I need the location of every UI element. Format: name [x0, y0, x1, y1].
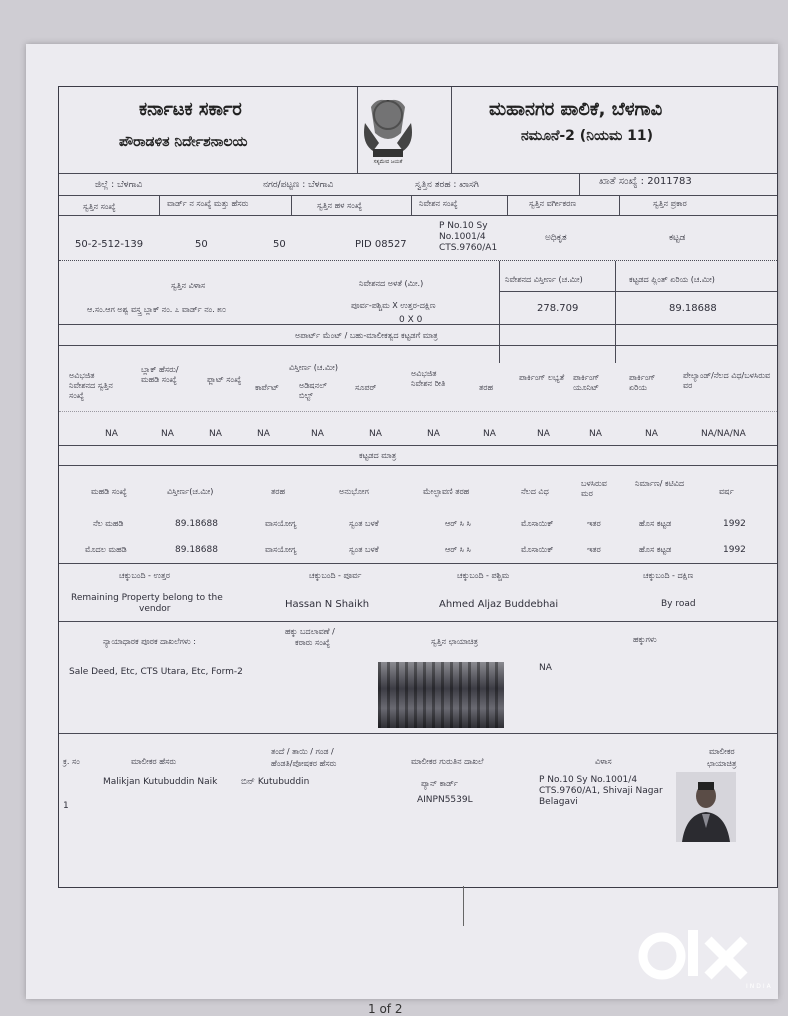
svg-text:ಸತ್ಯಮೇವ ಜಯತೆ: ಸತ್ಯಮೇವ ಜಯತೆ — [373, 159, 403, 165]
bldg-floor-type: ಮೊಸಾಯಿಕ್ — [521, 519, 554, 528]
bldg-header-floor: ಮಹಡಿ ಸಂಖ್ಯೆ — [91, 487, 127, 496]
district-label: ಜಿಲ್ಲೆ : ಬೆಳಗಾವಿ — [95, 180, 143, 190]
plinth-area-value: 89.18688 — [669, 303, 717, 314]
bldg-area: 89.18688 — [175, 545, 218, 555]
type-header: ಸ್ವತ್ತಿನ ಪ್ರಕಾರ — [653, 199, 687, 208]
apt-header-carpet: ಕಾರ್ಪೆಟ್ — [255, 383, 279, 392]
apt-value-1: NA — [105, 429, 118, 439]
serial-no-label: ಕ್ರ. ಸಂ — [63, 757, 80, 766]
apt-header-parking-area: ಪಾರ್ಕಿಂಗ್ ಏರಿಯ — [629, 373, 656, 392]
property-form-table — [58, 86, 778, 888]
bldg-floor: ಮೊದಲ ಮಹಡಿ — [85, 545, 127, 554]
address-label: ಸ್ವತ್ತಿನ ವಿಳಾಸ — [171, 281, 206, 290]
owner-address-label: ವಿಳಾಸ — [595, 757, 612, 766]
plinth-area-label: ಕಟ್ಟಡದ ಪ್ಲಿಂತ್ ಏರಿಯ (ಚ.ಮೀ) — [629, 275, 715, 284]
page-number: 1 of 2 — [368, 1002, 403, 1016]
apt-header-block: ಬ್ಲಾಕ್ ಹೆಸರು/ ಮಹಡಿ ಸಂಖ್ಯೆ — [141, 365, 179, 384]
owner-id-number: AINPN5539L — [417, 795, 473, 805]
registration-label-cont: ಕರಾರು ಸಂಖ್ಯೆ — [295, 638, 331, 647]
site-no-line2: No.1001/4 — [439, 232, 486, 242]
west-boundary-label: ಚಕ್ಕುಬಂದಿ - ಪಶ್ಚಿಮ — [457, 571, 510, 580]
south-boundary-label: ಚಕ್ಕುಬಂದಿ - ದಕ್ಷಿಣ — [643, 571, 694, 580]
prop-no-header: ಸ್ವತ್ತಿನ ಸಂಖ್ಯೆ — [83, 202, 116, 211]
relation-label: ತಂದೆ / ತಾಯಿ / ಗಂಡ / — [271, 747, 334, 756]
bldg-wood: ಇತರ — [587, 519, 601, 528]
east-boundary-label: ಚಕ್ಕುಬಂದಿ - ಪೂರ್ವ — [309, 571, 362, 580]
apt-value-7: NA — [427, 429, 440, 439]
owner-name-value: Malikjan Kutubuddin Naik — [103, 777, 218, 787]
address-value: ಆ.ಸಂ.ಆಗ ಅಶ್ವ ವಸ್ತ್ರ ಬ್ಲಾಕ್ ನಂ. ೭ ವಾರ್ಡ್ ನಂ. ೫೦ — [87, 305, 227, 314]
bldg-use: ಸ್ವಂತ ಬಳಕೆ — [349, 545, 379, 554]
apt-value-6: NA — [369, 429, 382, 439]
bldg-floor: ನೆಲ ಮಹಡಿ — [93, 519, 124, 528]
north-boundary-value-cont: vendor — [139, 604, 171, 614]
apt-value-12: NA/NA/NA — [701, 429, 746, 439]
apt-header-undivided: ಅವಿಭಜಿತ ನಿವೇಶನದ ಸ್ವತ್ತಿನ ಸಂಖ್ಯೆ — [69, 371, 113, 400]
serial-no-value: 1 — [63, 801, 69, 811]
apt-value-8: NA — [483, 429, 496, 439]
property-photo — [378, 662, 504, 728]
apt-value-11: NA — [645, 429, 658, 439]
classification-value: ಅಧಿಕೃತ — [545, 233, 567, 243]
corporation-title: ಮಹಾನಗರ ಪಾಲಿಕೆ, ಬೆಳಗಾವಿ — [489, 99, 663, 120]
owner-id-label: ಮಾಲೀಕರ ಗುರುತಿನ ದಾಖಲೆ — [411, 757, 484, 766]
registration-label: ಹಕ್ಕು ಬದಲಾವಣೆ / — [285, 627, 335, 636]
old-no-value: PID 08527 — [355, 239, 407, 250]
north-boundary-label: ಚಕ್ಕುಬಂದಿ - ಉತ್ತರ — [119, 571, 171, 580]
site-area-label: ನಿವೇಶನದ ವಿಸ್ತೀರ್ಣ (ಚ.ಮೀ) — [505, 275, 583, 284]
documents-label: ನ್ಯಾಯಾಧಾರಕ ಪೂರಕ ದಾಖಲೆಗಳು : — [103, 637, 196, 646]
apt-header-flat: ಫ್ಲಾಟ್ ಸಂಖ್ಯೆ — [207, 375, 242, 384]
document-sheet — [26, 44, 778, 1016]
ward-header: ವಾರ್ಡ್ ನ ಸಂಖ್ಯೆ ಮತ್ತು ಹೆಸರು — [167, 199, 249, 208]
property-photo-label: ಸ್ವತ್ತಿನ ಛಾಯಾಚಿತ್ರ — [431, 637, 478, 646]
site-no-header: ನಿವೇಶನ ಸಂಖ್ಯೆ — [419, 199, 458, 208]
bldg-header-roof: ಮೇಲ್ಛಾವಣಿ ತರಹ — [423, 487, 470, 496]
bldg-construction: ಹೊಸ ಕಟ್ಟಡ — [639, 545, 672, 554]
olx-watermark-sub: INDIA — [746, 983, 773, 990]
apt-header-parking-avail: ಪಾರ್ಕಿಂಗ್ ಲಭ್ಯತೆ — [519, 373, 565, 382]
bldg-header-construction: ನಿರ್ಮಾಣ/ ಕಟಿವಿದ — [635, 479, 685, 488]
east-boundary-value: Hassan N Shaikh — [285, 599, 370, 610]
bldg-header-wood: ಬಳಸಿರುವ ಮರ — [581, 479, 607, 498]
bldg-year: 1992 — [723, 519, 746, 529]
dimension-value: 0 X 0 — [399, 315, 423, 325]
apt-value-4: NA — [257, 429, 270, 439]
relation-value: ಬಿನ್ Kutubuddin — [241, 777, 310, 787]
bldg-roof: ಆರ್ ಸಿ ಸಿ — [445, 545, 471, 554]
dimension-label: ನಿವೇಶನದ ಅಳತೆ (ಮೀ.) — [359, 279, 424, 288]
dimension-directions: ಪೂರ್ವ-ಪಶ್ಚಿಮ X ಉತ್ತರ-ದಕ್ಷಿಣ — [351, 301, 436, 310]
apt-value-5: NA — [311, 429, 324, 439]
owner-name-label: ಮಾಲೀಕರ ಹೆಸರು — [131, 757, 177, 766]
bldg-header-type: ತರಹ — [271, 487, 286, 496]
rights-value: NA — [539, 663, 552, 673]
bldg-use: ಸ್ವಂತ ಬಳಕೆ — [349, 519, 379, 528]
apt-header-undivided-method: ಅವಿಭಜಿತ ನಿವೇಶನ ರೀತಿ — [411, 369, 446, 388]
bldg-construction: ಹೊಸ ಕಟ್ಟಡ — [639, 519, 672, 528]
apt-value-9: NA — [537, 429, 550, 439]
site-no-line3: CTS.9760/A1 — [439, 243, 498, 253]
bldg-year: 1992 — [723, 545, 746, 555]
apt-header-type: ತರಹ — [479, 383, 494, 392]
olx-watermark-icon — [636, 922, 776, 992]
site-area-value: 278.709 — [537, 303, 579, 314]
bldg-wood: ಇತರ — [587, 545, 601, 554]
ward-no-value: 50 — [195, 239, 208, 250]
bldg-floor-type: ಮೊಸಾಯಿಕ್ — [521, 545, 554, 554]
classification-header: ಸ್ವತ್ತಿನ ವರ್ಗೀಕರಣ — [529, 199, 577, 208]
type-value: ಕಟ್ಟಡ — [669, 233, 686, 243]
apt-header-additional: ಅಡಿಷನಲ್ ಬಿಲ್ಟ್ — [299, 381, 327, 400]
city-label: ನಗರ/ಪಟ್ಟಣ : ಬೆಳಗಾವಿ — [263, 180, 334, 190]
directorate-title: ಪೌರಾಡಳಿತ ನಿರ್ದೇಶನಾಲಯ — [119, 134, 248, 150]
apt-value-3: NA — [209, 429, 222, 439]
owner-address-line3: Belagavi — [539, 797, 578, 807]
bldg-header-floor-type: ನೆಲದ ವಿಧ — [521, 487, 549, 496]
ward-name-value: 50 — [273, 239, 286, 250]
apt-value-2: NA — [161, 429, 174, 439]
relation-label-cont: ಹೆಂಡತಿ/ಪೋಷಕರ ಹೆಸರು — [271, 759, 337, 768]
owner-address-line1: P No.10 Sy No.1001/4 — [539, 775, 638, 785]
building-section-title: ಕಟ್ಟಡದ ಮಾತ್ರ — [359, 451, 397, 460]
owner-photo — [676, 772, 736, 842]
govt-title: ಕರ್ನಾಟಕ ಸರ್ಕಾರ — [139, 99, 242, 120]
documents-value: Sale Deed, Etc, CTS Utara, Etc, Form-2 — [69, 667, 243, 677]
apt-header-parking-unit: ಪಾರ್ಕಿಂಗ್ ಯೂನಿಟ್ — [573, 373, 600, 392]
karnataka-emblem-icon — [359, 93, 417, 165]
apt-header-roof-floor: ಪೇಲ್ಯಾಂಡ್/ನೆಲದ ವಿಧ/ಬಳಸಿರುವ ವರ — [683, 371, 771, 390]
west-boundary-value: Ahmed Aljaz Buddebhai — [439, 599, 559, 610]
bldg-roof: ಆರ್ ಸಿ ಸಿ — [445, 519, 471, 528]
prop-no-value: 50-2-512-139 — [75, 239, 144, 250]
bldg-header-area: ವಿಸ್ತೀರ್ಣ(ಚ.ಮೀ) — [167, 487, 214, 496]
khata-number: ಖಾತೆ ಸಂಖ್ಯೆ : 2011783 — [599, 176, 692, 187]
owner-photo-label: ಮಾಲೀಕರ — [709, 747, 735, 756]
owner-photo-label-cont: ಛಾಯಾಚಿತ್ರ — [707, 759, 737, 768]
old-no-header: ಸ್ವತ್ತಿನ ಹಳ ಸಂಖ್ಯೆ — [317, 201, 363, 210]
bldg-header-use: ಅನುಭೋಗ — [339, 487, 369, 496]
apt-header-area-group: ವಿಸ್ತೀರ್ಣ (ಚ.ಮೀ) — [289, 363, 338, 372]
rights-label: ಹಕ್ಕುಗಳು — [633, 635, 657, 644]
south-boundary-value: By road — [661, 599, 696, 609]
property-type-label: ಸ್ವತ್ತಿನ ತರಹ : ಖಾಸಗಿ — [415, 180, 479, 190]
apt-header-super: ಸೂಪರ್ — [355, 383, 377, 392]
owner-address-line2: CTS.9760/A1, Shivaji Nagar — [539, 786, 663, 796]
owner-id-type: ಪ್ಯಾನ್ ಕಾರ್ಡ್ — [421, 779, 458, 788]
form-number: ನಮೂನೆ-2 (ನಿಯಮ 11) — [521, 128, 654, 144]
bldg-header-year: ವರ್ಷ — [719, 487, 734, 496]
north-boundary-value: Remaining Property belong to the — [71, 593, 223, 603]
bldg-type: ವಾಸಯೋಗ್ಯ — [265, 545, 297, 554]
site-no-line1: P No.10 Sy — [439, 221, 488, 231]
bldg-type: ವಾಸಯೋಗ್ಯ — [265, 519, 297, 528]
fold-line — [463, 886, 464, 926]
apartment-section-title: ಅಪಾರ್ಟ್ ಮೆಂಟ್ / ಬಹು-ಮಾಲೀಕತ್ವದ ಕಟ್ಟಡಗೆ ಮಾತ್ರ — [295, 331, 438, 340]
bldg-area: 89.18688 — [175, 519, 218, 529]
apt-value-10: NA — [589, 429, 602, 439]
